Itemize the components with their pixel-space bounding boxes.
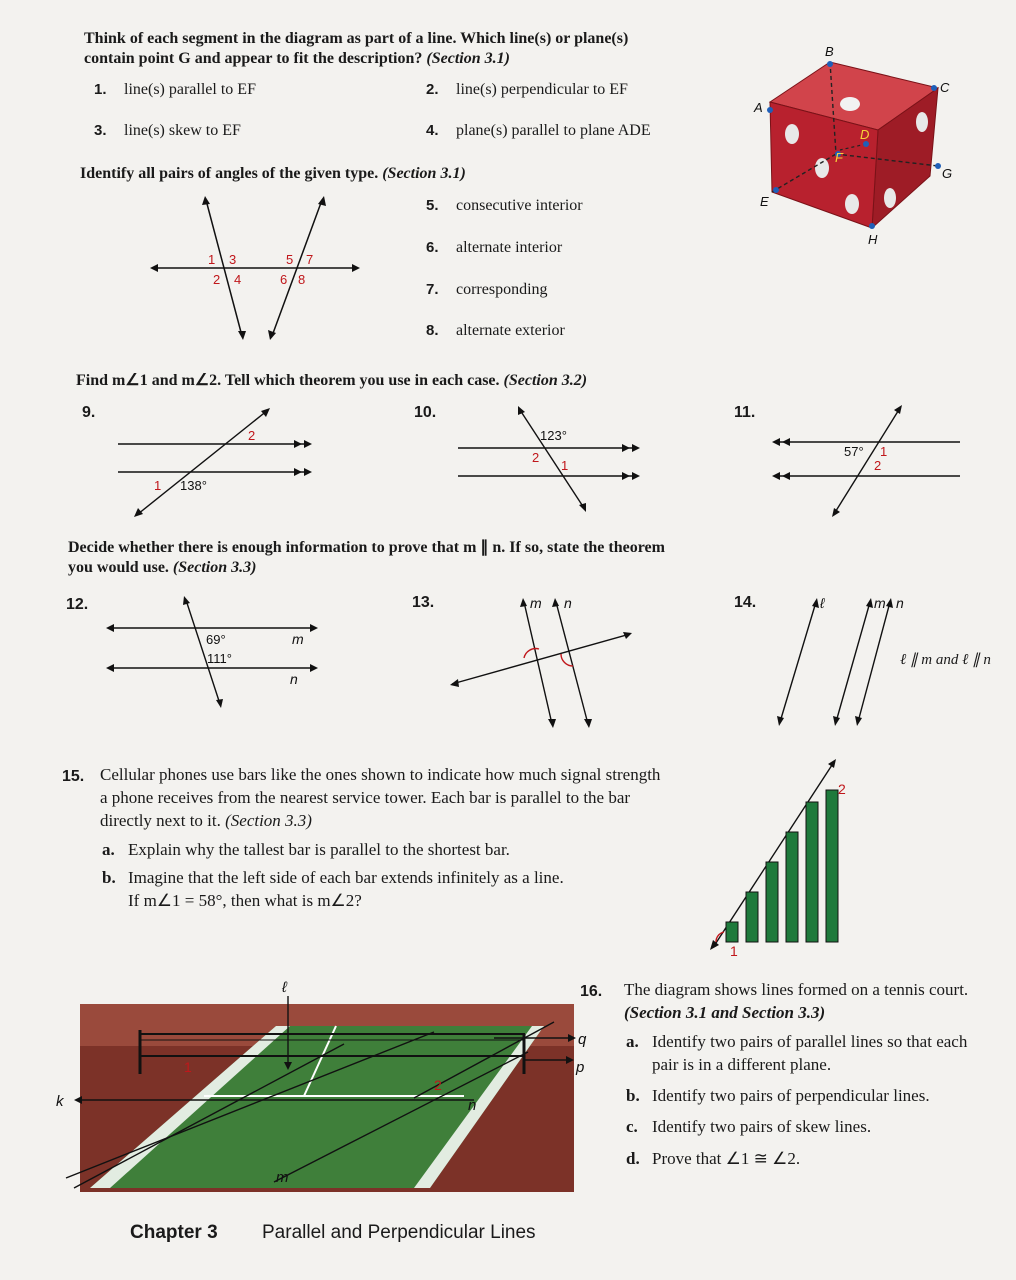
line-label: m [276, 1169, 289, 1186]
exercise-2: 2. line(s) perpendicular to EF [426, 81, 628, 98]
angle-label: 2 [213, 272, 221, 287]
line-label: p [576, 1059, 585, 1076]
exercise-10-number: 10. [414, 404, 437, 421]
angle-label: 123° [540, 428, 567, 443]
angle-label: 2 [838, 781, 846, 797]
angle-label: 7 [306, 252, 314, 267]
cube-figure [752, 44, 966, 250]
angle-label: 1 [184, 1059, 192, 1075]
exercise-15-text [100, 763, 750, 832]
line-label: ℓ [282, 979, 287, 996]
angle-label: 1 [208, 252, 216, 267]
text-line: directly next to it. (Section 3.3) [100, 811, 312, 830]
angle-label: 3 [229, 252, 237, 267]
line-label: m [292, 631, 304, 647]
angle-label: 138° [180, 478, 207, 493]
exercise-1: 1. line(s) parallel to EF [94, 81, 256, 98]
line-label: m [874, 595, 886, 611]
instruction-line: Think of each segment in the diagram as part of a line. Which line(s) or plane(s) [84, 30, 629, 47]
angle-label: 4 [234, 272, 242, 287]
line-label: n [468, 1097, 477, 1114]
point-label-g: G [942, 166, 953, 181]
exercise-4: 4. plane(s) parallel to plane ADE [426, 122, 651, 139]
angle-label: 2 [434, 1077, 442, 1093]
angle-label: 1 [880, 444, 888, 459]
exercise-3: 3. line(s) skew to EF [94, 122, 241, 139]
section2-instruction: Identify all pairs of angles of the given type. (Section 3.1) [80, 165, 466, 182]
point-label-b: B [825, 44, 834, 59]
text-line: The diagram shows lines formed on a tennis court. [624, 980, 969, 999]
angle-label: 57° [844, 444, 864, 459]
parallel-statement: ℓ ∥ m and ℓ ∥ n [900, 652, 991, 668]
angle-label: 8 [298, 272, 306, 287]
line-label: m [530, 595, 542, 611]
exercise-14-figure [770, 592, 920, 728]
point-label-c: C [940, 80, 950, 95]
line-label: n [896, 595, 904, 611]
point-label-h: H [868, 232, 878, 247]
angle-label: 2 [532, 450, 540, 465]
signal-bars-figure [706, 756, 852, 962]
footer-chapter: Chapter 3 [130, 1222, 218, 1243]
exercise-9-number: 9. [82, 404, 96, 421]
point-label-a: A [754, 100, 763, 115]
instruction-line: Decide whether there is enough information to prove that m ∥ n. If so, state the theorem [68, 539, 665, 556]
instruction-line: contain point G and appear to fit the description? (Section 3.1) [84, 50, 510, 67]
text-line: a. Identify two pairs of parallel lines so that each [626, 1032, 968, 1051]
line-label: ℓ [820, 595, 825, 611]
line-label: n [290, 671, 298, 687]
exercise-16-text [624, 978, 1014, 1024]
point-label-f: F [835, 150, 843, 165]
tennis-court-figure [54, 978, 594, 1194]
exercise-7: 7. corresponding [426, 281, 548, 298]
angle-pairs-figure [150, 196, 360, 340]
angle-label: 1 [561, 458, 569, 473]
exercise-12-figure [104, 594, 320, 710]
text-line: a phone receives from the nearest service tower. Each bar is parallel to the bar [100, 788, 631, 807]
section1-instruction [84, 29, 724, 69]
exercise-9-figure [112, 404, 318, 518]
angle-label: 2 [248, 428, 256, 443]
exercise-8: 8. alternate exterior [426, 322, 565, 339]
exercise-16b: b. Identify two pairs of perpendicular lines. [626, 1086, 930, 1105]
angle-label: 6 [280, 272, 288, 287]
exercise-10-figure [452, 404, 646, 512]
exercise-6: 6. alternate interior [426, 239, 563, 256]
exercise-13-figure [446, 592, 636, 730]
footer-title: Parallel and Perpendicular Lines [262, 1222, 536, 1243]
exercise-5: 5. consecutive interior [426, 197, 583, 214]
exercise-11-figure [770, 404, 966, 518]
angle-label: 5 [286, 252, 294, 267]
angle-label: 69° [206, 632, 226, 647]
exercise-16a [626, 1030, 967, 1076]
angle-label: 111° [207, 651, 232, 666]
line-label: q [578, 1031, 587, 1048]
exercise-16d: d. Prove that ∠1 ≅ ∠2. [626, 1149, 801, 1168]
exercise-16c: c. Identify two pairs of skew lines. [626, 1117, 872, 1136]
text-line: pair is in a different plane. [652, 1055, 832, 1074]
text-line: (Section 3.1 and Section 3.3) [624, 1003, 826, 1022]
exercise-15b [102, 866, 564, 912]
exercise-14-number: 14. [734, 594, 757, 611]
section3-instruction: Find m∠1 and m∠2. Tell which theorem you use in each case. (Section 3.2) [76, 372, 588, 389]
exercise-16-number: 16. [580, 983, 603, 1000]
text-line: If m∠1 = 58°, then what is m∠2? [128, 891, 362, 910]
exercise-12-number: 12. [66, 596, 89, 613]
exercise-11-number: 11. [734, 404, 756, 421]
exercise-15a: a. Explain why the tallest bar is parallel to the shortest bar. [102, 840, 510, 859]
section4-instruction [68, 538, 808, 578]
point-label-e: E [760, 194, 769, 209]
angle-label: 2 [874, 458, 882, 473]
text-line: b. Imagine that the left side of each bar extends infinitely as a line. [102, 868, 564, 887]
exercise-13-number: 13. [412, 594, 435, 611]
angle-label: 1 [730, 943, 738, 959]
line-label: k [56, 1093, 64, 1110]
exercise-15-number: 15. [62, 768, 85, 785]
point-label-d: D [860, 127, 870, 142]
text-line: Cellular phones use bars like the ones shown to indicate how much signal strength [100, 765, 661, 784]
line-label: n [564, 595, 572, 611]
angle-label: 1 [154, 478, 162, 493]
instruction-line: you would use. (Section 3.3) [68, 559, 257, 576]
